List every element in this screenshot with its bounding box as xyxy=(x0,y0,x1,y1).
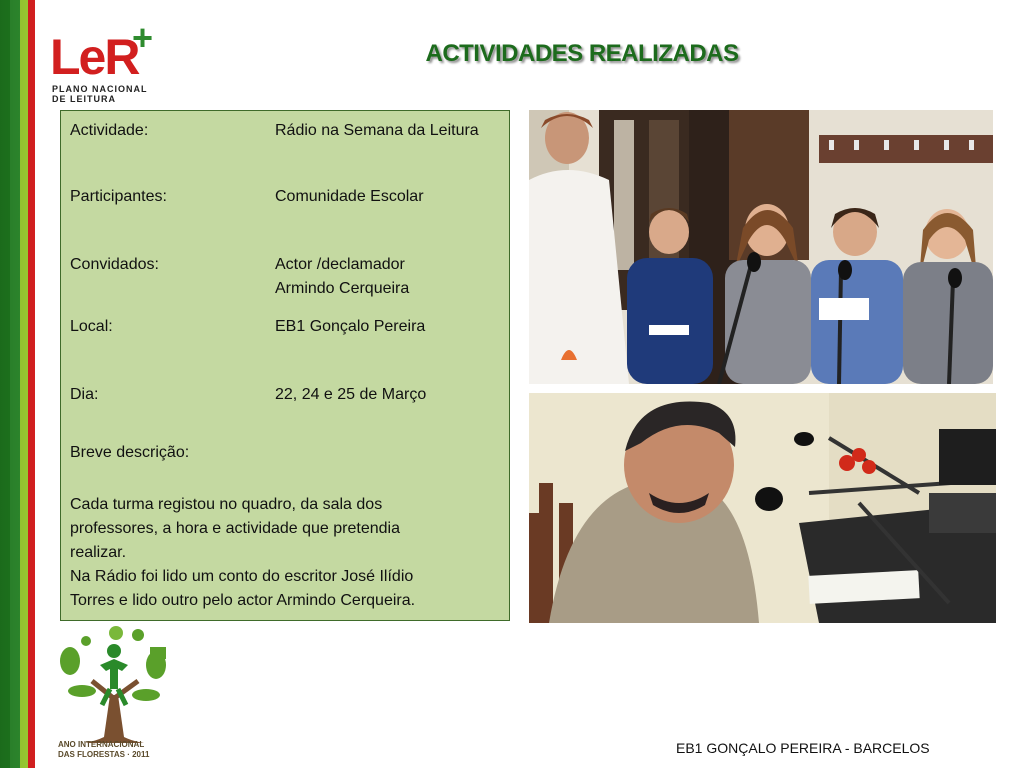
ler-logo-subtitle-line2: DE LEITURA xyxy=(52,94,116,104)
footer-school-name: EB1 GONÇALO PEREIRA - BARCELOS xyxy=(676,740,930,756)
photo-actor-reading xyxy=(529,393,996,623)
description-text xyxy=(70,493,500,613)
detail-label: Local: xyxy=(70,318,113,335)
detail-label: Convidados: xyxy=(70,256,159,273)
detail-label: Actividade: xyxy=(70,122,149,139)
left-stripe-shade xyxy=(0,0,35,768)
detail-label: Participantes: xyxy=(70,188,167,205)
ler-logo-subtitle-line1: PLANO NACIONAL xyxy=(52,84,148,94)
detail-value: Rádio na Semana da Leitura xyxy=(275,122,479,139)
ler-logo-plus-icon: + xyxy=(132,17,154,58)
detail-label: Dia: xyxy=(70,386,99,403)
photo-actor-reading-illustration xyxy=(529,393,996,623)
description-line: Torres e lido outro pelo actor Armindo Cerqueira. xyxy=(70,592,416,609)
description-line: Na Rádio foi lido um conto do escritor José Ilídio xyxy=(70,568,414,585)
detail-value xyxy=(275,253,409,301)
forests-2011-logo xyxy=(52,625,177,765)
detail-value: EB1 Gonçalo Pereira xyxy=(275,318,426,335)
description-line: Cada turma registou no quadro, da sala dos xyxy=(70,496,383,513)
ler-logo-text: LeR xyxy=(50,29,139,85)
forests-2011-caption-line2: DAS FLORESTAS · 2011 xyxy=(58,750,150,759)
page-title: ACTIVIDADES REALIZADAS xyxy=(425,40,739,67)
description-label: Breve descrição: xyxy=(70,444,190,461)
forests-2011-caption xyxy=(58,740,149,760)
detail-value: Comunidade Escolar xyxy=(275,188,424,205)
ler-logo-subtitle xyxy=(52,84,148,104)
description-line: professores, a hora e actividade que pretendia xyxy=(70,520,400,537)
photo-children-radio-illustration xyxy=(529,110,993,384)
detail-value-line1: Actor /declamador xyxy=(275,256,405,273)
description-line: realizar. xyxy=(70,544,127,561)
details-panel xyxy=(60,110,510,621)
detail-value-line2: Armindo Cerqueira xyxy=(275,280,410,297)
forests-2011-caption-line1: ANO INTERNACIONAL xyxy=(58,740,145,749)
detail-value: 22, 24 e 25 de Março xyxy=(275,386,427,403)
photo-children-radio xyxy=(529,110,993,384)
